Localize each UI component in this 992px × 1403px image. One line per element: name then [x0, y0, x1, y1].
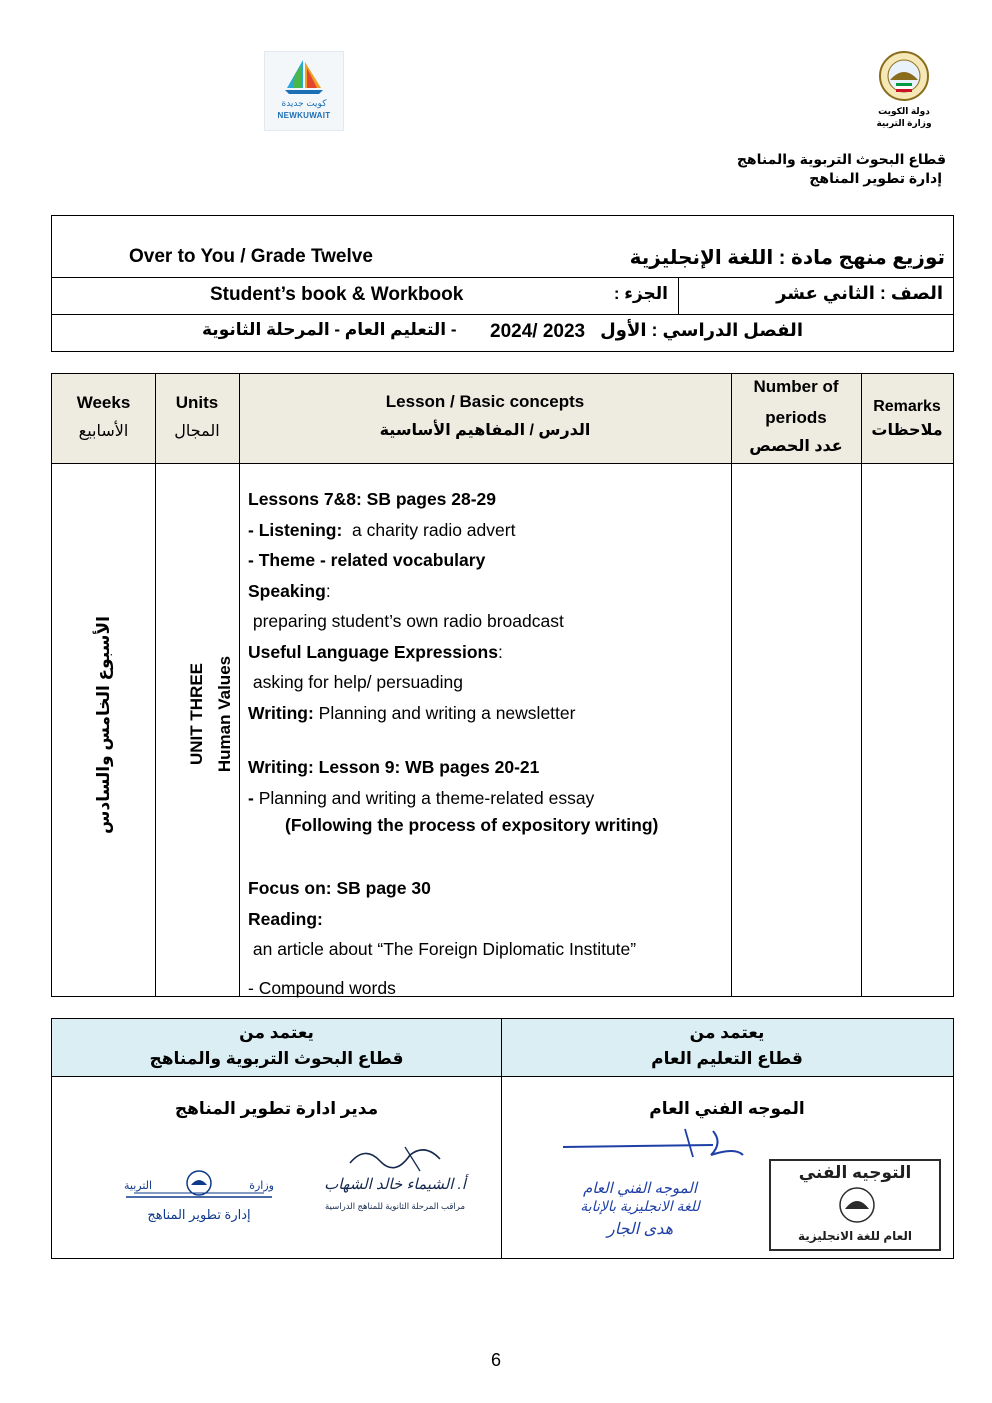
stage-label: - التعليم العام - المرحلة الثانوية [202, 320, 457, 339]
emblem-country: دولة الكويت [878, 106, 930, 116]
books-label: Student’s book & Workbook [210, 284, 464, 305]
lesson-line-bold: Useful Language Expressions [248, 641, 498, 662]
header-units-ar: المجال [174, 423, 220, 440]
lesson-line: Reading: [248, 908, 323, 929]
lesson-line: - Theme - related vocabulary [248, 550, 486, 570]
header-periods-en-2: periods [765, 408, 827, 427]
left-signatory-title: مدير ادارة تطوير المناهج [174, 1099, 379, 1118]
kuwait-emblem-icon [872, 50, 936, 106]
approvals-table [51, 1018, 954, 1259]
signature-role: مراقب المرحلة الثانوية للمناهج الدراسية [325, 1201, 465, 1211]
lesson-line [248, 698, 738, 729]
right-approve-label: يعتمد من [689, 1023, 765, 1042]
lesson-line: an article about “The Foreign Diplomatic Institute” [248, 939, 637, 959]
grade-label: الصف : الثاني عشر [776, 283, 943, 303]
unit-number: UNIT THREE [187, 663, 206, 765]
lesson-line: Writing: Lesson 9: WB pages 20-21 [248, 757, 540, 777]
lesson-line [248, 576, 738, 607]
lesson-line-bold: Writing: [248, 702, 314, 723]
weeks-value: الأسبوع الخامس والسادس [94, 616, 113, 834]
emblem-ministry: وزارة التربية [876, 118, 932, 128]
lesson-line: - Compound words [248, 977, 396, 998]
column-divider [239, 374, 240, 996]
right-signatory-title: الموجه الفني العام [649, 1099, 805, 1118]
emblem-icon [827, 1185, 887, 1225]
lesson-line: (Following the process of expository writing) [285, 815, 659, 835]
signature-line: للغة الانجليزية بالإنابة [580, 1198, 700, 1214]
lesson-line [248, 637, 738, 668]
lesson-line [248, 783, 738, 814]
stamp-text: وزارة [249, 1180, 274, 1192]
lesson-line-bold: - [248, 787, 254, 808]
new-kuwait-english: NEWKUWAIT [277, 111, 331, 120]
left-approve-sector: قطاع البحوث التربوية والمناهج [149, 1049, 404, 1068]
header-weeks-ar: الأسابيع [78, 423, 129, 440]
lesson-line: asking for help/ persuading [248, 672, 463, 692]
left-signature [310, 1141, 480, 1226]
stamp-text: التربية [124, 1180, 153, 1192]
new-kuwait-arabic: كويت جديدة [281, 98, 327, 108]
header-weeks-en: Weeks [76, 393, 131, 412]
course-title: Over to You / Grade Twelve [129, 246, 373, 267]
curriculum-info-box [51, 215, 954, 352]
signature-icon [535, 1125, 745, 1165]
lesson-line: Lessons 7&8: SB pages 28-29 [248, 489, 497, 509]
signature-line: هدى الجار [606, 1221, 674, 1238]
curriculum-table [51, 373, 954, 997]
lesson-line-bold: Speaking [248, 580, 326, 601]
header-units-en: Units [175, 393, 219, 412]
column-divider [861, 374, 862, 996]
header-remarks-ar: ملاحظات [871, 422, 943, 439]
lesson-line-text: a charity radio advert [342, 519, 516, 540]
lesson-line: Focus on: SB page 30 [248, 878, 431, 898]
academic-year: 2024/ 2023 [490, 321, 586, 342]
subject-label: توزيع منهج مادة : اللغة الإنجليزية [629, 247, 945, 269]
stamp-text: العام للغة الانجليزية [797, 1229, 913, 1243]
semester-label: الفصل الدراسي : الأول [600, 320, 803, 340]
header-periods-en-1: Number of [753, 377, 839, 396]
sector-title: قطاع البحوث التربوية والمناهج [736, 151, 946, 167]
page-number: 6 [490, 1350, 501, 1370]
column-divider [155, 374, 156, 996]
divider [52, 277, 953, 278]
lesson-line: preparing student’s own radio broadcast [248, 611, 564, 631]
lesson-line-bold: - Listening: [248, 519, 343, 540]
stamp-text: إدارة تطوير المناهج [147, 1207, 251, 1222]
lesson-line-text: : [497, 641, 503, 662]
left-approve-label: يعتمد من [239, 1023, 314, 1042]
lesson-line-text: : [325, 580, 331, 601]
english-dept-stamp [769, 1159, 941, 1251]
sail-boat-icon [265, 52, 343, 98]
header-remarks-en: Remarks [873, 398, 941, 415]
header-periods-ar: عدد الحصص [749, 438, 843, 455]
signature-name: أ. الشيماء خالد الشهاب [324, 1176, 466, 1193]
lesson-line [248, 515, 738, 546]
divider [52, 314, 953, 315]
curriculum-dept-stamp [124, 1167, 274, 1227]
signature-line: الموجه الفني العام [583, 1180, 697, 1197]
unit-name: Human Values [215, 655, 234, 773]
new-kuwait-logo [264, 51, 344, 131]
stamp-text: التوجيه الفني [798, 1163, 912, 1182]
header-lesson-ar: الدرس / المفاهيم الأساسية [379, 422, 591, 439]
divider [678, 277, 679, 314]
lesson-line-text: Planning and writing a theme-related essay [253, 787, 595, 808]
ministry-emblem [872, 50, 936, 132]
lesson-line-text: Planning and writing a newsletter [313, 702, 576, 723]
right-signature [535, 1125, 745, 1241]
part-label: الجزء : [613, 284, 668, 303]
header-lesson-en: Lesson / Basic concepts [385, 392, 585, 411]
right-approve-sector: قطاع التعليم العام [651, 1049, 803, 1068]
department-title: إدارة تطوير المناهج [809, 170, 942, 186]
lesson-content [248, 484, 738, 1003]
